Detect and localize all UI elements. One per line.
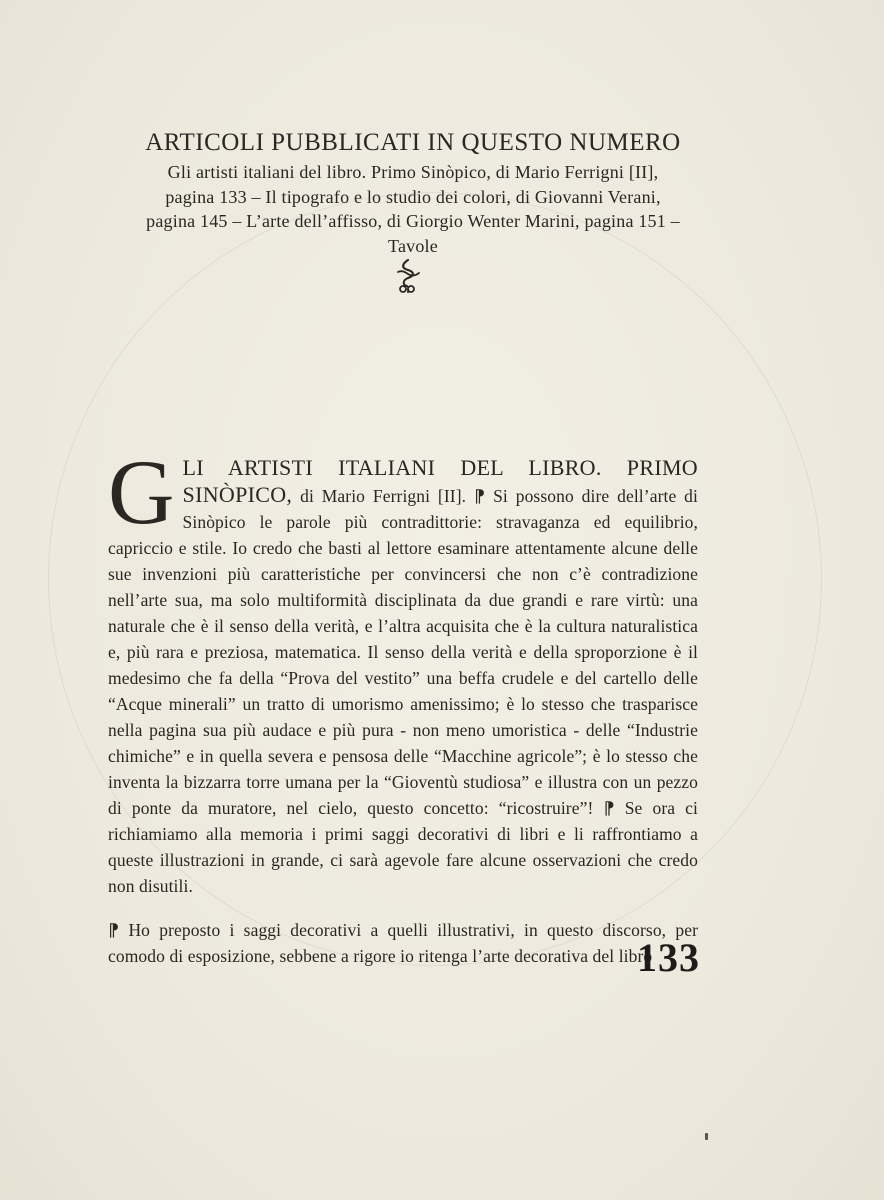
article-body [108,441,698,987]
contents-header [108,128,718,258]
article-paragraph-2: ⁋ Ho preposto i saggi decorativi a quelli illustrativi, in questo discorso, per comodo di esposizione, sebbene a rigore io ritenga l’arte decorativa del libro [108,920,698,966]
leaf-fleuron-icon [392,258,424,296]
drop-cap: G [108,441,175,543]
paragraph-1-text: di Mario Ferrigni [II]. ⁋ Si possono dire dell’arte di Sinòpico le parole più contradittorie: stravaganza ed equilibrio, capriccio e stile. Io credo che basti al lettore esaminare attentamente alcune delle sue invenzioni più caratteristiche per convincersi che non c’è contradizione nell’arte sua, ma solo multiformità disciplinata da due grandi e rare virtù: una naturale che è il senso della verità, e l’altra acquisita che è la cultura naturalistica e, più rara e preziosa, matematica. Il senso della verità e della sproporzione è il medesimo che fa della “Prova del vestito” una beffa crudele e del cartello delle “Acque minerali” un tratto di umorismo amenissimo; è lo stesso che trasparisce nella pagina sua più audace e più pura - non meno umoristica - delle “Industrie chimiche” e in quella severa e pensosa delle “Macchine agricole”; è lo stesso che inventa la bizzarra torre umana per la “Gioventù studiosa” e illustra con un pezzo di ponte da muratore, nel cielo, questo concetto: “ricostruire”! ⁋ Se ora ci richiamiamo alla memoria i primi saggi decorativi di libri e li raffrontiamo a queste illustrazioni in grande, ci sarà agevole fare alcune osservazioni che credo non disutili. [108,486,698,896]
article-title: LI ARTISTI ITALIANI DEL LIBRO. PRIMO SINÒPICO, [182,455,698,507]
contents-title: ARTICOLI PUBBLICATI IN QUESTO NUMERO [145,129,681,156]
article-paragraph-1 [108,441,698,899]
printer-mark [705,1133,708,1140]
contents-list: Gli artisti italiani del libro. Primo Sinòpico, di Mario Ferrigni [II], pagina 133 – Il tipografo e lo studio dei colori, di Giovanni Verani, pagina 145 – L’arte dell’affisso, di Giorgio Wenter Marini, pagina 151 – Tavole [146,162,680,256]
page-number: 133 [637,935,700,980]
